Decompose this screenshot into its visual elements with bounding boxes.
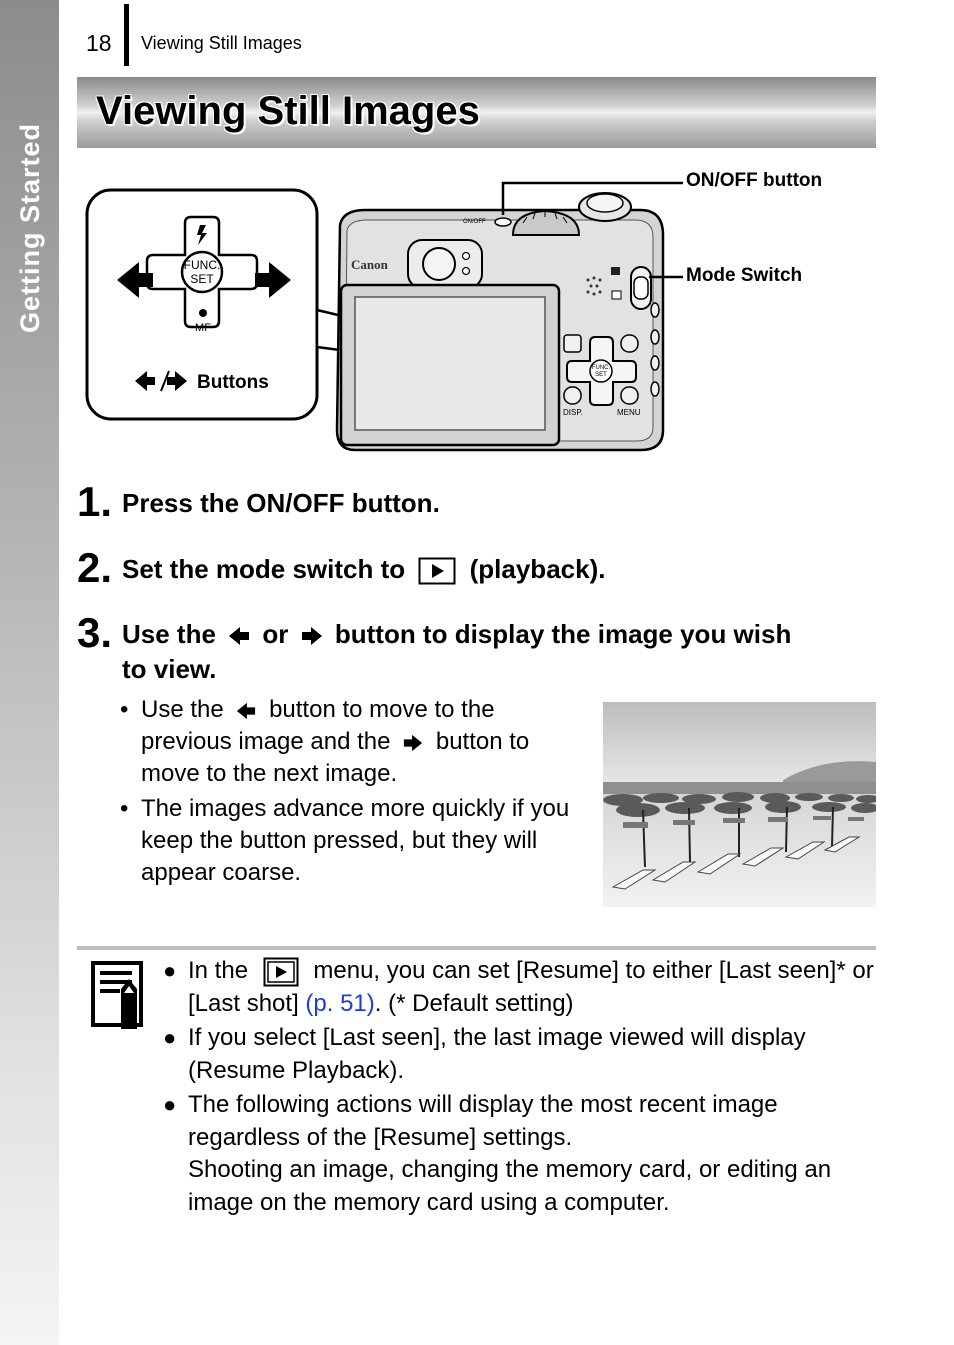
header-divider (124, 4, 129, 66)
right-arrow-icon (403, 733, 423, 753)
bullet-item: • Use the button to move to the previous image and the button to move to the next image. (120, 696, 530, 787)
svg-text:FUNC.: FUNC. (183, 258, 221, 272)
svg-text:MF: MF (195, 322, 211, 334)
buttons-label: Buttons (197, 372, 269, 393)
page-number: 18 (86, 30, 112, 56)
section-tab-label: Getting Started (15, 122, 45, 333)
step-2-number: 2. (77, 544, 113, 591)
beach-photo (603, 702, 876, 907)
step-3-bullets (120, 694, 590, 892)
page-link[interactable]: (p. 51) (305, 989, 375, 1017)
svg-text:DISP.: DISP. (563, 408, 583, 417)
title-bar (77, 77, 876, 148)
note-item: ● If you select [Last seen], the last image viewed will display (Resume Playback). (163, 1024, 806, 1084)
step-3-text-continued: to view. (122, 654, 217, 684)
mode-switch-callout: Mode Switch (686, 265, 803, 286)
step-1-text: Press the ON/OFF button. (122, 488, 440, 518)
svg-text:FUNC.: FUNC. (591, 365, 611, 371)
svg-text:SET: SET (595, 372, 607, 378)
right-arrow-icon (301, 625, 323, 647)
camera-body (337, 193, 663, 450)
notes-list (160, 955, 880, 1221)
page-title: Viewing Still Images (96, 89, 480, 133)
brand-logo: Canon (351, 257, 388, 272)
playback-icon (263, 957, 299, 987)
step-1-number: 1. (77, 478, 113, 525)
left-arrow-icon (236, 701, 256, 721)
running-title: Viewing Still Images (141, 33, 302, 53)
note-divider (77, 946, 876, 950)
onoff-callout: ON/OFF button (686, 170, 823, 191)
left-arrow-icon (228, 625, 250, 647)
note-item: ● The following actions will display the most recent image regardless of the [Resume] settings. Shooting an image, changing the memory card, or editing an image on the memory card using a computer. (163, 1091, 832, 1216)
step-3-number: 3. (77, 609, 113, 656)
camera-diagram (85, 165, 845, 455)
section-tab (0, 0, 59, 1345)
playback-icon (418, 557, 456, 585)
note-item: ● In the menu, you can set [Resume] to either [Last seen]* or [Last shot] (p. 51). (* Default setting) (163, 957, 874, 1017)
bullet-item: • The images advance more quickly if you keep the button pressed, but they will appear coarse. (120, 795, 570, 886)
svg-text:MENU: MENU (617, 408, 641, 417)
memo-icon (91, 961, 145, 1031)
step-3-text: Use the or button to display the image you wish (122, 619, 792, 649)
lcd-screen (355, 297, 545, 430)
step-2-text: Set the mode switch to (playback). (122, 554, 606, 584)
svg-text:ON/OFF: ON/OFF (463, 219, 486, 225)
svg-text:SET: SET (190, 272, 214, 286)
